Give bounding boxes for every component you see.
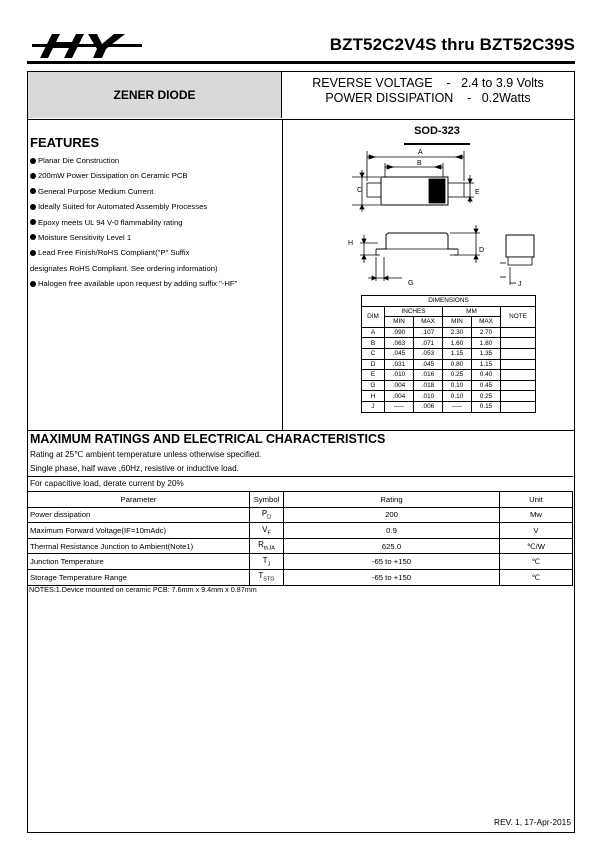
dim-label-a: A xyxy=(418,149,423,156)
dimension-row xyxy=(362,391,536,402)
dimension-row xyxy=(362,348,536,359)
parameter-cell: Power dissipation xyxy=(28,507,250,523)
dim-label-b: B xyxy=(417,160,422,167)
parameter-cell: Thermal Resistance Junction to Ambient(Note1) xyxy=(28,538,250,554)
dimension-cell: .004 xyxy=(385,380,414,391)
dimension-cell xyxy=(501,380,536,391)
dimension-cell: 0.45 xyxy=(472,380,501,391)
dimension-cell: .006 xyxy=(414,401,443,412)
revision-text: REV. 1, 17-Apr-2015 xyxy=(494,817,571,827)
dimension-cell: .045 xyxy=(385,348,414,359)
dimension-cell: .045 xyxy=(414,359,443,370)
mm-header: MM xyxy=(443,306,501,317)
dimension-cell xyxy=(501,359,536,370)
dimension-cell: J xyxy=(362,401,385,412)
rating-cell: -65 to +150 xyxy=(284,569,500,585)
dim-label-d: D xyxy=(479,247,485,254)
dimension-cell: C xyxy=(362,348,385,359)
ratings-separator xyxy=(27,476,573,477)
dimension-cell: ----- xyxy=(385,401,414,412)
dimension-row xyxy=(362,327,536,338)
ratings-row xyxy=(28,554,573,570)
dimension-cell xyxy=(501,370,536,381)
dimension-cell: 0.25 xyxy=(472,391,501,402)
dimensions-rows xyxy=(362,327,536,412)
company-logo xyxy=(30,17,150,62)
reverse-voltage-line: REVERSE VOLTAGE - 2.4 to 3.9 Volts xyxy=(312,76,544,90)
device-type-cell xyxy=(28,72,282,118)
bullet-icon xyxy=(30,250,36,256)
dimension-cell: .053 xyxy=(414,348,443,359)
unit-cell: ℃/W xyxy=(500,538,573,554)
parameter-header: Parameter xyxy=(28,492,250,508)
dimension-row xyxy=(362,380,536,391)
rating-cell: 625.0 xyxy=(284,538,500,554)
dimension-cell: 1.60 xyxy=(443,338,472,349)
dimension-cell: .031 xyxy=(385,359,414,370)
bullet-icon xyxy=(30,234,36,240)
rating-header: Rating xyxy=(284,492,500,508)
dimension-cell: 0.40 xyxy=(472,370,501,381)
feature-item: General Purpose Medium Current xyxy=(30,184,280,199)
bullet-icon xyxy=(30,173,36,179)
dimension-cell xyxy=(501,338,536,349)
ratings-row xyxy=(28,523,573,539)
dimensions-title: DIMENSIONS xyxy=(362,296,536,307)
dimension-cell: .010 xyxy=(414,391,443,402)
dimension-cell xyxy=(501,327,536,338)
dimension-cell: 1.15 xyxy=(443,348,472,359)
max-header: MAX xyxy=(414,317,443,328)
rating-cell: 0.9 xyxy=(284,523,500,539)
rating-note: Single phase, half wave ,60Hz, resistive or inductive load. xyxy=(30,464,239,473)
dimension-cell: E xyxy=(362,370,385,381)
symbol-cell: $T_J$ xyxy=(250,554,284,570)
dimension-cell: 0.25 xyxy=(443,370,472,381)
rating-cell: -65 to +150 xyxy=(284,554,500,570)
ratings-row xyxy=(28,507,573,523)
dimension-cell: 0.10 xyxy=(443,391,472,402)
dimension-cell: A xyxy=(362,327,385,338)
dimension-cell xyxy=(501,391,536,402)
dim-label-j: J xyxy=(518,281,522,288)
unit-header: Unit xyxy=(500,492,573,508)
dimension-cell: H xyxy=(362,391,385,402)
feature-item: Moisture Sensitivity Level 1 xyxy=(30,230,280,245)
dimension-cell: .107 xyxy=(414,327,443,338)
bullet-icon xyxy=(30,204,36,210)
dimension-cell: ----- xyxy=(443,401,472,412)
dimension-cell: 2.70 xyxy=(472,327,501,338)
rating-cell: 200 xyxy=(284,507,500,523)
feature-item: Planar Die Construction xyxy=(30,153,280,168)
column-divider xyxy=(282,119,283,430)
min-header: MIN xyxy=(385,317,414,328)
ratings-row xyxy=(28,538,573,554)
dimension-cell: D xyxy=(362,359,385,370)
symbol-cell: $R_{thJA}$ xyxy=(250,538,284,554)
dimension-cell: 0.10 xyxy=(443,380,472,391)
dimension-cell: B xyxy=(362,338,385,349)
inches-header: INCHES xyxy=(385,306,443,317)
header-rule xyxy=(27,61,575,64)
dimension-cell: .071 xyxy=(414,338,443,349)
dimension-cell xyxy=(501,401,536,412)
dimension-cell: .018 xyxy=(414,380,443,391)
dimension-cell: 1.35 xyxy=(472,348,501,359)
dimension-cell: 0.80 xyxy=(443,359,472,370)
dimension-cell xyxy=(501,348,536,359)
dimension-cell: 0.15 xyxy=(472,401,501,412)
dimension-cell: .010 xyxy=(385,370,414,381)
ratings-rows xyxy=(28,507,573,585)
min-header: MIN xyxy=(443,317,472,328)
parameter-cell: Junction Temperature xyxy=(28,554,250,570)
package-name: SOD-323 xyxy=(414,125,460,137)
parameter-cell: Maximum Forward Voltage(IF=10mAdc) xyxy=(28,523,250,539)
ratings-table xyxy=(27,491,573,586)
symbol-cell: $V_F$ xyxy=(250,523,284,539)
device-type: ZENER DIODE xyxy=(113,88,196,102)
feature-item-continuation: designates RoHS Compliant. See ordering information) xyxy=(30,263,218,273)
dim-label-e: E xyxy=(475,189,480,196)
dimension-cell: 1.15 xyxy=(472,359,501,370)
max-header: MAX xyxy=(472,317,501,328)
dimension-cell: .004 xyxy=(385,391,414,402)
feature-item: Ideally Suited for Automated Assembly Processes xyxy=(30,199,280,214)
note-header: NOTE xyxy=(501,306,536,327)
unit-cell: ℃ xyxy=(500,554,573,570)
dimension-cell: 1.80 xyxy=(472,338,501,349)
ratings-summary xyxy=(283,76,573,106)
unit-cell: ℃ xyxy=(500,569,573,585)
dim-label-h: H xyxy=(348,240,354,247)
dim-header: DIM xyxy=(362,306,385,327)
document-title: BZT52C2V4S thru BZT52C39S xyxy=(329,35,575,54)
symbol-header: Symbol xyxy=(250,492,284,508)
symbol-cell: $T_{STG}$ xyxy=(250,569,284,585)
ratings-title: MAXIMUM RATINGS AND ELECTRICAL CHARACTERISTICS xyxy=(30,432,386,446)
unit-cell: Mw xyxy=(500,507,573,523)
notes-text: NOTES:1.Device mounted on ceramic PCB: 7.6mm x 9.4mm x 0.87mm xyxy=(29,585,257,594)
features-title: FEATURES xyxy=(30,135,100,150)
power-dissipation-line: POWER DISSIPATION - 0.2Watts xyxy=(325,91,531,105)
bullet-icon xyxy=(30,219,36,225)
dimension-cell: 2.30 xyxy=(443,327,472,338)
feature-item: Epoxy meets UL 94 V-0 flammability rating xyxy=(30,215,280,230)
dim-label-c: C xyxy=(357,187,363,194)
features-list xyxy=(30,153,280,292)
dimension-row xyxy=(362,370,536,381)
dim-label-g: G xyxy=(408,280,414,287)
rating-note: Rating at 25℃ ambient temperature unless otherwise specified. xyxy=(30,450,262,459)
dimension-row xyxy=(362,338,536,349)
dimension-cell: .090 xyxy=(385,327,414,338)
dimension-row xyxy=(362,359,536,370)
dimension-row xyxy=(362,401,536,412)
bullet-icon xyxy=(30,188,36,194)
package-outline-drawing xyxy=(340,145,540,295)
symbol-cell: $P_D$ xyxy=(250,507,284,523)
bullet-icon xyxy=(30,281,36,287)
dimensions-table xyxy=(361,295,536,413)
feature-item: Halogen free available upon request by adding suffix "-HF" xyxy=(30,276,280,291)
dimension-cell: .016 xyxy=(414,370,443,381)
rating-note: For capacitive load, derate current by 20% xyxy=(30,479,184,488)
feature-item: Lead Free Finish/RoHS Compliant("P" Suffix xyxy=(30,245,280,260)
parameter-cell: Storage Temperature Range xyxy=(28,569,250,585)
notes-box xyxy=(27,580,575,833)
logo-text: HY xyxy=(30,17,53,34)
unit-cell: V xyxy=(500,523,573,539)
bullet-icon xyxy=(30,158,36,164)
dimension-cell: .063 xyxy=(385,338,414,349)
feature-item: 200mW Power Dissipation on Ceramic PCB xyxy=(30,168,280,183)
dimension-cell: G xyxy=(362,380,385,391)
